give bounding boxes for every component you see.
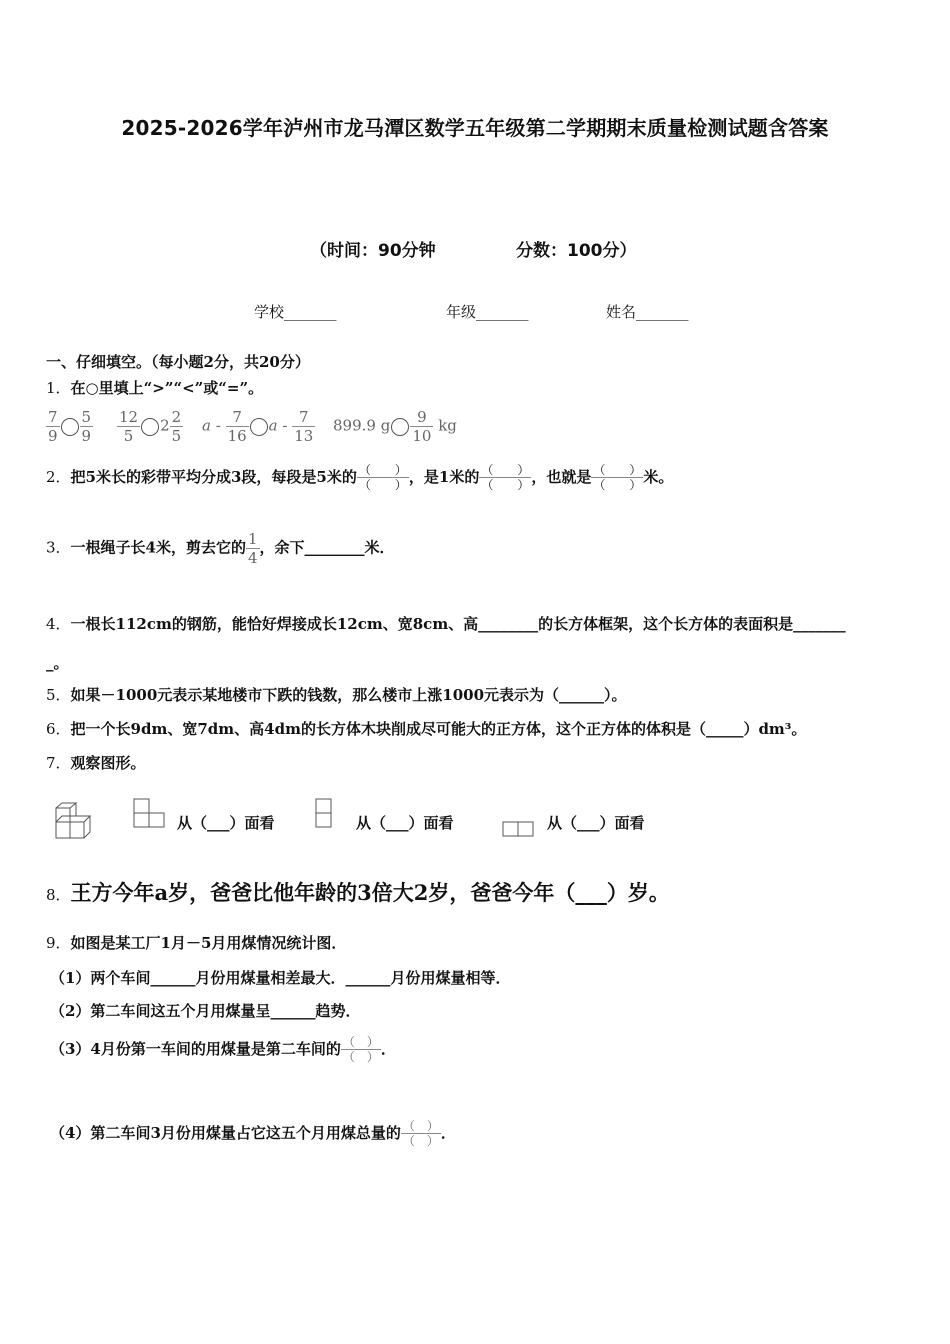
comparison-4 bbox=[333, 408, 457, 445]
question-text: （4）第二车间3月份用煤量占它这五个月用煤总量的 bbox=[50, 1123, 401, 1142]
comparison-1 bbox=[46, 408, 93, 445]
view-label-1: 从（___）面看 bbox=[177, 814, 275, 832]
question-4 bbox=[46, 613, 846, 634]
answer-blank[interactable]: （ ） bbox=[593, 463, 642, 477]
question-text: （3）4月份第一车间的用煤量是第二车间的 bbox=[50, 1039, 341, 1058]
fraction-numerator: 7 bbox=[292, 408, 315, 427]
question-9-part-2: （2）第二车间这五个月用煤量呈______趋势． bbox=[50, 1002, 361, 1020]
question-number: 5． bbox=[46, 686, 71, 704]
exam-time: （时间：90分钟 bbox=[310, 241, 436, 261]
question-text: 米。 bbox=[643, 467, 674, 486]
fraction-denominator: 9 bbox=[48, 427, 58, 445]
question-number: 9． bbox=[46, 934, 71, 952]
question-text: ，也就是 bbox=[531, 467, 592, 486]
question-number: 7． bbox=[46, 754, 71, 772]
expression-prefix: a - bbox=[268, 416, 288, 435]
question-2 bbox=[46, 463, 673, 493]
answer-blank[interactable]: （ ） bbox=[402, 1119, 439, 1133]
fraction-denominator: 16 bbox=[227, 427, 247, 445]
question-text: 王方今年a岁，爸爸比他年龄的3倍大2岁，爸爸今年（___）岁。 bbox=[70, 880, 670, 905]
view-figure-side bbox=[314, 798, 334, 830]
fraction-denominator: 5 bbox=[171, 427, 182, 445]
view-label-2: 从（___）面看 bbox=[356, 814, 454, 832]
school-field: 学校_______ bbox=[254, 303, 337, 321]
question-4-continued: _。 bbox=[46, 654, 69, 672]
exam-score: 分数：100分） bbox=[516, 241, 637, 261]
question-8 bbox=[46, 877, 670, 907]
question-9-part-4 bbox=[50, 1119, 456, 1149]
fraction-denominator: 9 bbox=[81, 427, 92, 445]
answer-blank[interactable]: （ ） bbox=[342, 1035, 379, 1049]
grade-field: 年级_______ bbox=[446, 303, 529, 321]
fraction-numerator: 2 bbox=[171, 408, 182, 426]
question-text: 把5米长的彩带平均分成3段，每段是5米的 bbox=[70, 467, 357, 486]
answer-blank[interactable]: （ ） bbox=[358, 478, 407, 493]
question-text: 观察图形。 bbox=[70, 754, 146, 772]
answer-circle[interactable] bbox=[141, 418, 159, 436]
mixed-whole: 2 bbox=[160, 416, 170, 435]
question-number: 4． bbox=[46, 615, 71, 633]
fraction-denominator: 4 bbox=[248, 549, 258, 567]
question-number: 8． bbox=[46, 886, 71, 904]
question-text: 一根绳子长4米，剪去它的 bbox=[70, 538, 246, 557]
question-6 bbox=[46, 718, 806, 739]
section-heading: 一、仔细填空。（每小题2分，共20分） bbox=[46, 353, 310, 371]
fraction-numerator: 1 bbox=[248, 530, 258, 548]
fraction-numerator: 5 bbox=[81, 408, 92, 426]
question-text: 如图是某工厂1月－5月用煤情况统计图． bbox=[70, 934, 347, 952]
view-label-3: 从（___）面看 bbox=[547, 814, 645, 832]
question-7 bbox=[46, 752, 146, 773]
cube-stack-figure bbox=[54, 802, 96, 842]
question-text: 把一个长9dm、宽7dm、高4dm的长方体木块削成尽可能大的正方体，这个正方体的体积是（_____）dm³。 bbox=[70, 720, 807, 738]
comparison-2 bbox=[117, 408, 183, 445]
period: ． bbox=[380, 1039, 396, 1058]
mass-value: 899.9 g bbox=[333, 416, 391, 435]
period: ． bbox=[440, 1123, 456, 1142]
expression-prefix: a - bbox=[202, 416, 221, 435]
question-3 bbox=[46, 530, 395, 567]
question-9-part-1: （1）两个车间______月份用煤量相差最大．______月份用煤量相等． bbox=[50, 969, 511, 987]
question-text: ，余下________米． bbox=[259, 538, 395, 557]
question-number: 2． bbox=[46, 467, 71, 486]
question-5 bbox=[46, 684, 627, 705]
answer-blank[interactable]: （ ） bbox=[481, 478, 530, 493]
fraction-numerator: 7 bbox=[48, 408, 58, 426]
question-number: 3． bbox=[46, 538, 71, 557]
question-9 bbox=[46, 932, 346, 953]
name-field: 姓名_______ bbox=[606, 303, 689, 321]
view-figure-front bbox=[133, 798, 167, 830]
question-text: ，是1米的 bbox=[408, 467, 480, 486]
answer-blank[interactable]: （ ） bbox=[402, 1134, 439, 1149]
answer-circle[interactable] bbox=[61, 418, 79, 436]
question-text: 如果－1000元表示某地楼市下跌的钱数，那么楼市上涨1000元表示为（______）。 bbox=[70, 686, 627, 704]
comparison-3 bbox=[202, 408, 315, 445]
question-1 bbox=[46, 377, 263, 398]
answer-blank[interactable]: （ ） bbox=[481, 463, 530, 477]
unit-label: kg bbox=[438, 416, 457, 435]
question-text: 在○里填上“>”“<”或“=”。 bbox=[70, 379, 264, 397]
fraction-numerator: 12 bbox=[119, 408, 139, 426]
question-number: 6． bbox=[46, 720, 71, 738]
question-number: 1． bbox=[46, 379, 71, 397]
answer-circle[interactable] bbox=[250, 418, 268, 436]
question-text: 一根长112cm的钢筋，能恰好焊接成长12cm、宽8cm、高________的长方体框架，这个长方体的表面积是_______ bbox=[70, 615, 846, 633]
fraction-denominator: 10 bbox=[412, 427, 432, 445]
answer-blank[interactable]: （ ） bbox=[358, 463, 407, 477]
fraction-numerator: 7 bbox=[226, 408, 249, 427]
answer-blank[interactable]: （ ） bbox=[342, 1050, 379, 1065]
answer-circle[interactable] bbox=[391, 418, 409, 436]
fraction-denominator: 5 bbox=[123, 427, 134, 445]
fraction-denominator: 13 bbox=[294, 427, 314, 445]
answer-blank[interactable]: （ ） bbox=[593, 478, 642, 493]
question-9-part-3 bbox=[50, 1035, 396, 1065]
page-title: 2025-2026学年泸州市龙马潭区数学五年级第二学期期末质量检测试题含答案 bbox=[121, 116, 829, 140]
fraction-numerator: 9 bbox=[410, 408, 433, 427]
view-figure-top bbox=[501, 820, 535, 838]
